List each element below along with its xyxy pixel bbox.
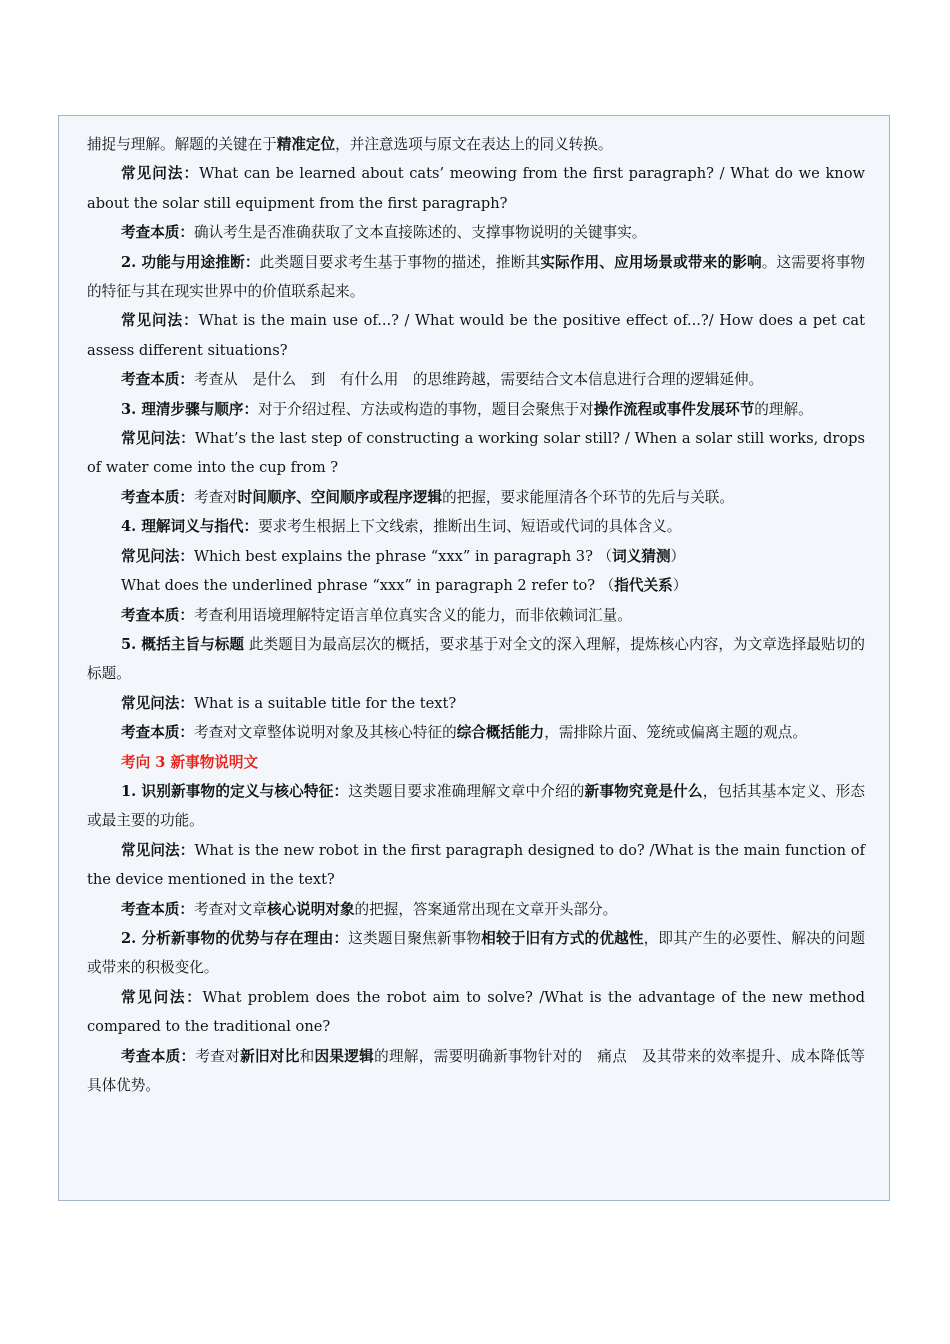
text-run: ，包括其基本定义、形态或最主要的功能。 [87,782,865,830]
paragraph [87,689,865,718]
bold-text: 2. 分析新事物的优势与存在理由： [121,929,349,947]
paragraph [87,248,865,307]
text-run: 这类题目聚焦新事物 [348,929,482,947]
paragraph [87,630,865,689]
text-run: ） [672,577,688,595]
text-run: 此类题目为最高层次的概括，要求基于对全文的深入理解，提炼核心内容，为文章选择最贴切的标题。 [87,635,865,683]
paragraph [87,365,865,394]
bold-text: 考查本质： [121,488,194,506]
bold-text: 精准定位 [276,136,336,153]
text-run: What problem does the robot aim to solve? /What is the advantage of the new method compared to the traditional one? [87,988,865,1036]
bold-text: 考查本质： [121,371,194,389]
text-run: What’s the last step of constructing a working solar still? / When a solar still works, drops of water come into the cup from ? [87,430,865,477]
bold-text: 2. 功能与用途推断： [121,253,260,271]
text-run: 的理解，需要明确新事物针对的 痛点 及其带来的效率提升、成本降低等具体优势。 [87,1047,865,1094]
bold-text: 相较于旧有方式的优越性 [481,929,644,947]
paragraph [87,159,865,218]
bold-text: 3. 理清步骤与顺序： [121,400,259,418]
bold-text: 常见问法： [121,841,195,859]
paragraph [87,512,865,541]
paragraph [87,218,865,247]
text-run: 。这需要将事物的特征与其在现实世界中的价值联系起来。 [87,253,865,301]
text-run: What is the new robot in the first paragraph designed to do? /What is the main function of the device mentioned in the text? [87,841,865,889]
text-run: ，需排除片面、笼统或偏离主题的观点。 [544,724,807,742]
paragraph [87,483,865,512]
text-run: 和 [299,1047,315,1065]
bold-text: 指代关系 [614,577,673,595]
text-run: Which best explains the phrase “xxx” in paragraph 3? （ [193,547,613,565]
bold-text: 1. 识别新事物的定义与核心特征： [121,782,349,800]
bold-text: 新旧对比 [240,1047,300,1065]
text-run: 考查对文章整体说明对象及其核心特征的 [193,724,457,742]
bold-text: 常见问法： [121,430,195,448]
text-run: ，并注意选项与原文在表达上的同义转换。 [335,136,613,153]
text-run: What can be learned about cats’ meowing from the first paragraph? / What do we know about the solar still equipment from the first paragraph? [87,165,865,212]
bold-text: 考查本质： [121,606,194,624]
bold-text: 时间顺序、空间顺序或程序逻辑 [237,488,443,506]
bold-text: 因果逻辑 [314,1047,375,1065]
paragraph [87,306,865,365]
bold-text: 考查本质： [121,224,194,242]
text-run: 的理解。 [754,400,813,418]
paragraph [87,1042,865,1101]
paragraph [87,130,865,159]
text-run: What does the underlined phrase “xxx” in paragraph 2 refer to? （ [121,577,615,595]
text-run: 要求考生根据上下文线索，推断出生词、短语或代词的具体含义。 [258,518,682,536]
paragraph [87,777,865,836]
paragraph [87,395,865,424]
text-run: ，即其产生的必要性、解决的问题或带来的积极变化。 [87,929,865,977]
bold-text: 综合概括能力 [456,724,545,742]
paragraph [87,542,865,571]
bold-text: 词义猜测 [612,547,671,565]
bold-text: 5. 概括主旨与标题 [121,635,245,653]
text-run: 此类题目要求考生基于事物的描述，推断其 [259,253,541,271]
paragraph [87,571,865,600]
bold-text: 操作流程或事件发展环节 [593,400,755,418]
text-run: What is a suitable title for the text? [193,694,457,712]
bold-text: 实际作用、应用场景或带来的影响 [540,253,762,271]
bold-text: 常见问法： [121,694,194,712]
text-run: 考查对 [195,1047,241,1065]
text-run: 考查从 是什么 到 有什么用 的思维跨越，需要结合文本信息进行合理的逻辑延伸。 [193,371,764,389]
text-run: ） [670,547,686,565]
bold-text: 常见问法： [121,547,194,565]
paragraph [87,424,865,483]
bold-text: 考查本质： [121,724,194,742]
text-run: 考查对 [193,488,238,506]
section-heading [87,748,865,777]
paragraph [87,718,865,747]
bold-text: 常见问法： [121,988,203,1006]
text-run: 考查对文章 [193,900,267,918]
bold-text: 常见问法： [121,312,199,330]
bold-text: 核心说明对象 [266,900,355,918]
text-run: 这类题目要求准确理解文章中介绍的 [348,782,585,800]
text-run: 捕捉与理解。解题的关键在于 [87,136,277,153]
text-run: 确认考生是否准确获取了文本直接陈述的、支撑事物说明的关键事实。 [193,224,647,242]
paragraph [87,983,865,1042]
text-run: 的把握，答案通常出现在文章开头部分。 [354,900,618,918]
bold-text: 考查本质： [121,900,194,918]
paragraph [87,601,865,630]
heading-text: 考向 3 新事物说明文 [121,753,259,771]
bold-text: 新事物究竟是什么 [584,782,703,800]
paragraph [87,924,865,983]
content-box [58,115,890,1201]
bold-text: 常见问法： [121,165,200,183]
bold-text: 4. 理解词义与指代： [121,518,259,536]
paragraph [87,836,865,895]
paragraph [87,895,865,924]
document-body [87,130,865,1100]
text-run: 的把握，要求能厘清各个环节的先后与关联。 [442,488,734,506]
text-run: 考查利用语境理解特定语言单位真实含义的能力，而非依赖词汇量。 [193,606,632,624]
text-run: What is the main use of...? / What would be the positive effect of...?/ How does a pet cat assess different situations? [87,312,865,359]
bold-text: 考查本质： [121,1047,196,1065]
text-run: 对于介绍过程、方法或构造的事物，题目会聚焦于对 [258,400,594,418]
